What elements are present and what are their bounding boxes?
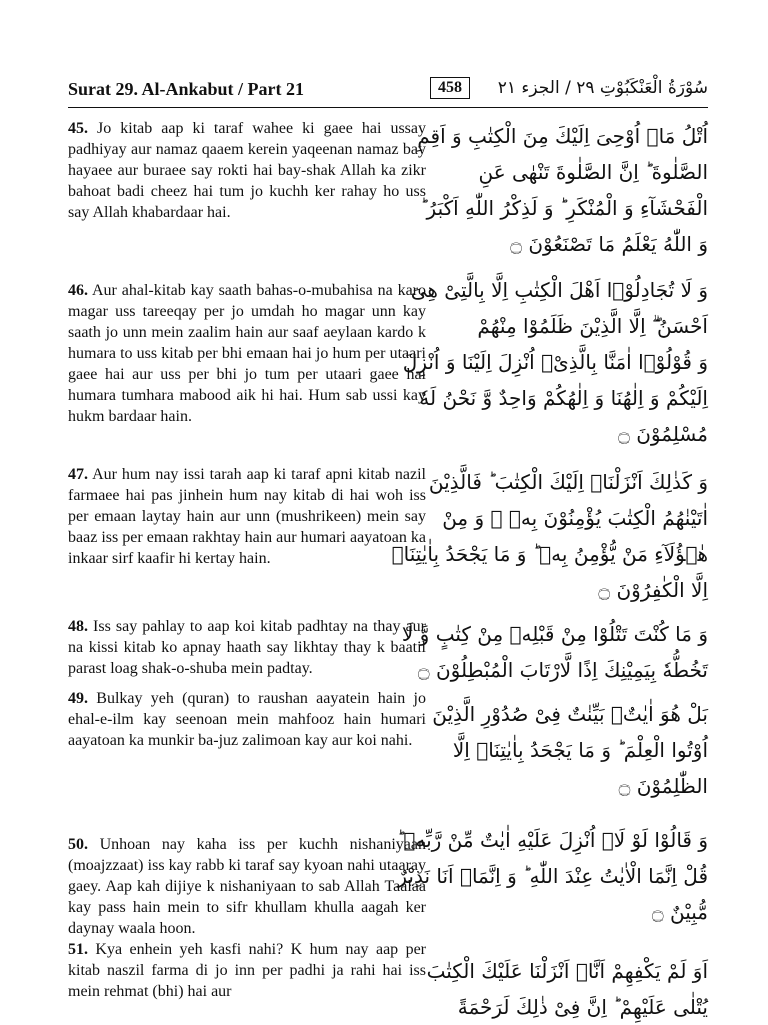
verse-row [68,822,708,939]
verse-text: Iss say pahlay to aap koi kitab padhtay na thay aur na kissi kitab ko apnay haath say likhtay thay k baatil parast loag shak-o-shuba mein padtay. [68,618,427,677]
verse-number: 45. [68,120,88,137]
verse-arabic [391,464,708,608]
verse-translation [68,822,426,939]
arabic-line: وَ قَالُوْا لَوْ لَاۤ اُنْزِلَ عَلَیْهِ اٰیٰتٌ مِّنْ رَّبِّهٖ ؕ [397,828,708,852]
arabic-line: اِلَیْكُمْ وَ اِلٰهُنَا وَ اِلٰهُكُمْ وَاحِدٌ وَّ نَحْنُ لَهٗ [419,386,708,410]
arabic-line: وَ قُوْلُوْۤا اٰمَنَّا بِالَّذِیْۤ اُنْزِلَ اِلَیْنَا وَ اُنْزِلَ [402,350,708,374]
surah-title: Surat 29. Al-Ankabut / Part 21 [68,79,305,99]
arabic-line: الصَّلٰوةَ ؕ اِنَّ الصَّلٰوةَ تَنْهٰى عَنِ [478,160,708,184]
verse-text: Jo kitab aap ki taraf wahee ki gaee hai ussay padhiyay aur namaz qaaem kerein yaqeenan namaz bay hayaee aur buraee say rokti hai bay-shak Allah ka zikr bahoat badi cheez hai tum jo kuchh ker rahay ho uss say Allah khabardaar hai. [68,120,426,221]
verse-arabic [432,688,708,804]
arabic-line: وَ لَا تُجَادِلُوْۤا اَهْلَ الْكِتٰبِ اِلَّا بِالَّتِیْ هِیَ [410,278,708,302]
verse-arabic [426,939,708,1025]
verse-translation [68,616,426,688]
verse-number: 51. [68,941,88,958]
arabic-line: بَلْ هُوَ اٰیٰتٌۢ بَیِّنٰتٌ فِیْ صُدُوْرِ الَّذِیْنَ [432,702,708,726]
verse-number: 49. [68,690,88,707]
verse-text: Kya enhein yeh kasfi nahi? K hum nay aap per kitab naszil farma di jo inn per padhi ja rahi hai iss mein rehmat (bhi) hai aur [68,941,427,1000]
verse-arabic [401,616,708,688]
arabic-line: وَ اللّٰهُ یَعْلَمُ مَا تَصْنَعُوْنَ ۝ [510,232,708,256]
verse-row [68,464,708,608]
arabic-line: قُلْ اِنَّمَا الْاٰیٰتُ عِنْدَ اللّٰهِ ؕ وَ اِنَّمَاۤ اَنَا نَذِیْرٌ [397,864,708,888]
verse-arabic [397,822,708,939]
verse-row [68,616,708,688]
page-number: 458 [430,77,470,99]
arabic-line: اٰتَیْنٰهُمُ الْكِتٰبَ یُؤْمِنُوْنَ بِهٖ ۚ وَ مِنْ [442,506,708,530]
arabic-line: الظّٰلِمُوْنَ ۝ [618,774,708,798]
verse-row [68,118,708,262]
verse-number: 48. [68,618,88,635]
verse-translation [68,272,426,452]
arabic-line: اُتْلُ مَاۤ اُوْحِیَ اِلَیْكَ مِنَ الْكِتٰبِ وَ اَقِمِ [417,124,708,148]
verse-text: Aur ahal-kitab kay saath bahas-o-mubahisa na karo magar uss tareeqay per jo umdah ho magar unn kay saath jo unn mein zaalim hain aur saaf aeylaan kardo k humara to uss kitab per bhi emaan hai jo hum per utaari gaee hai aur uss per bhi jo tum per utaari gaee hai humara tumhara mabood aik hi hai. Hum sab ussi kay hukm bardaar hain. [68,282,427,425]
verse-translation [68,688,426,804]
page-header [68,78,708,104]
verse-arabic [417,118,708,262]
verse-text: Unhoan nay kaha iss per kuchh nishaniyaan (moajzzaat) iss kay rabb ki taraf say kyoan nahi utaaray gaey. Aap kah dijiye k nishaniyaan to sab Allah Taalaa kay pass hain mein to sifr khullam khulla aagah ker daynay waala hoon. [68,836,427,937]
verse-translation [68,464,426,608]
arabic-line: وَ مَا كُنْتَ تَتْلُوْا مِنْ قَبْلِهٖ مِنْ كِتٰبٍ وَّ لَا [401,622,708,646]
verse-translation [68,939,426,1025]
verse-row [68,272,708,452]
arabic-line: الْفَحْشَآءِ وَ الْمُنْكَرِ ؕ وَ لَذِكْرُ اللّٰهِ اَكْبَرُ ؕ [420,196,708,220]
arabic-line: یُتْلٰى عَلَیْهِمْ ؕ اِنَّ فِیْ ذٰلِكَ لَرَحْمَةً [457,995,708,1019]
verse-arabic [402,272,708,452]
arabic-line: اَحْسَنُ ۖۗ اِلَّا الَّذِیْنَ ظَلَمُوْا مِنْهُمْ [477,314,708,338]
arabic-line: مُسْلِمُوْنَ ۝ [618,422,708,446]
arabic-line: مُّبِیْنٌ ۝ [651,900,708,924]
verse-text: Aur hum nay issi tarah aap ki taraf apni kitab nazil farmaee hai pas jinhein hum nay kitab di hai woh iss per emaan laytay hain aur unn (mushrikeen) mein say baaz iss per emaan rakhtay hain aur humari aayatoan ka inkaar sirf kaafir hi kertay hain. [68,466,426,567]
verse-list [68,118,708,1024]
arabic-line: هٰۤؤُلَآءِ مَنْ یُّؤْمِنُ بِهٖ ؕ وَ مَا یَجْحَدُ بِاٰیٰتِنَاۤ [391,542,708,566]
header-divider [68,107,708,108]
arabic-line: اُوْتُوا الْعِلْمَ ؕ وَ مَا یَجْحَدُ بِاٰیٰتِنَاۤ اِلَّا [452,738,708,762]
verse-number: 50. [68,836,88,853]
arabic-line: وَ كَذٰلِكَ اَنْزَلْنَاۤ اِلَیْكَ الْكِتٰبَ ؕ فَالَّذِیْنَ [428,470,708,494]
verse-number: 46. [68,282,88,299]
arabic-line: اَوَ لَمْ یَكْفِهِمْ اَنَّاۤ اَنْزَلْنَا عَلَیْكَ الْكِتٰبَ [426,959,708,983]
arabic-line: اِلَّا الْكٰفِرُوْنَ ۝ [598,578,708,602]
verse-number: 47. [68,466,88,483]
arabic-line: تَخُطُّهٗ بِیَمِیْنِكَ اِذًا لَّارْتَابَ الْمُبْطِلُوْنَ ۝ [417,658,708,682]
verse-row [68,939,708,1025]
verse-translation [68,118,426,262]
verse-text: Bulkay yeh (quran) to raushan aayatein hain jo ehal-e-ilm kay seenoan mein mahfooz hain humari aayatoan ka munkir ba-juz zalimoan kay aur koi nahi. [68,690,426,749]
arabic-surah-title: سُوْرَةُ الْعَنْكَبُوْتِ ۲۹ / الجزء ۲۱ [497,78,708,98]
verse-row [68,688,708,804]
